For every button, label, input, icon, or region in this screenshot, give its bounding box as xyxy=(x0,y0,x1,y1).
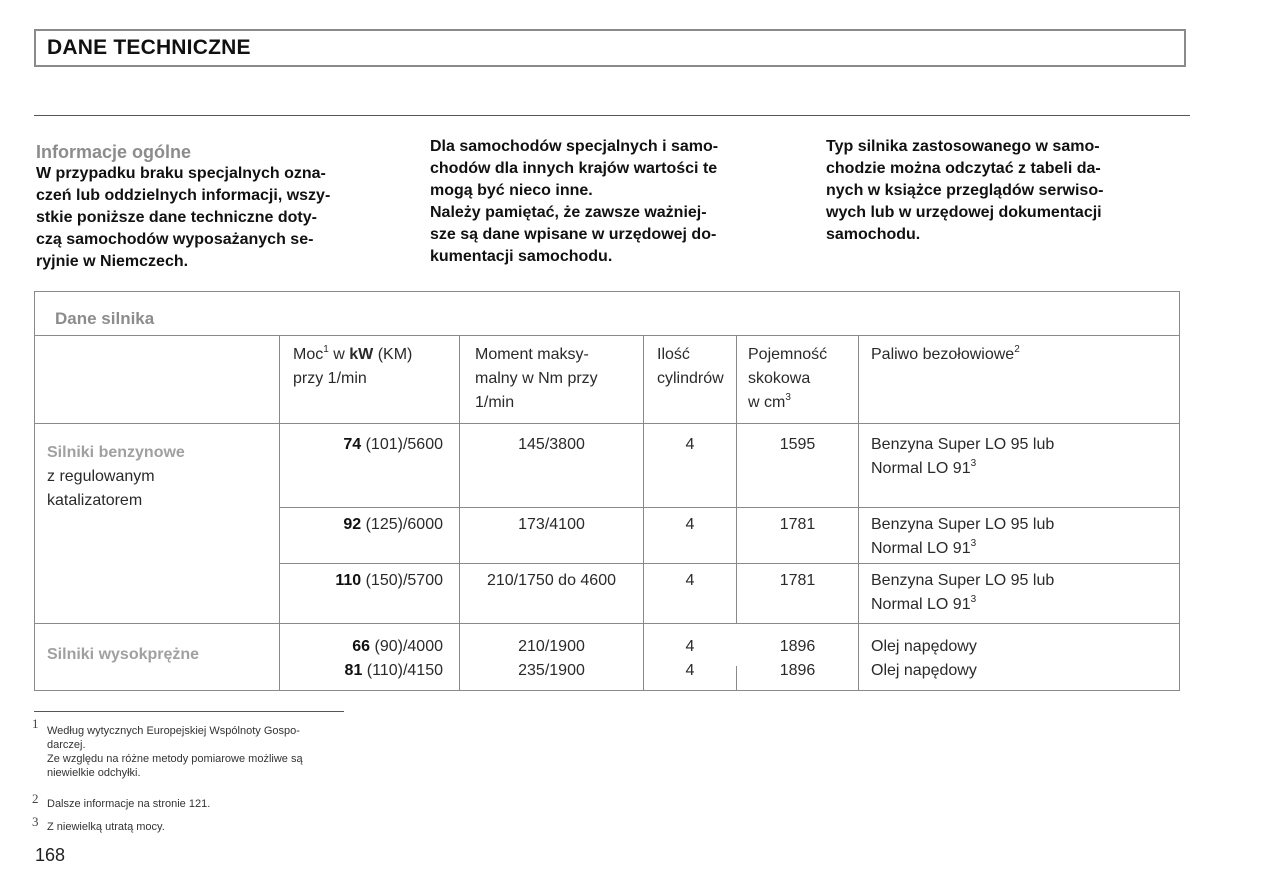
footnote-marker: 3 xyxy=(32,814,39,829)
footnote-marker: 1 xyxy=(32,716,39,731)
intro-col3-line: samochodu. xyxy=(826,226,921,243)
page-title: DANE TECHNICZNE xyxy=(47,36,251,59)
header-cylinders: Ilość cylindrów xyxy=(657,346,724,387)
intro-column-3 xyxy=(826,136,1192,246)
header-displacement: Pojemność skokowa w $cm^3$ xyxy=(748,346,828,411)
intro-col2-line: sze są dane wpisane w urzędowej do- xyxy=(430,226,717,243)
intro-col2-line: Dla samochodów specjalnych i samo- xyxy=(430,138,719,155)
intro-col1-line: czeń lub oddzielnych informacji, wszy- xyxy=(36,187,331,204)
cell-power: 66 (90)/4000 81 (110)/4150 xyxy=(344,638,443,679)
cell-fuel: Benzyna Super LO 95 lub Normal LO $91^3$ xyxy=(871,436,1055,477)
intro-column-1 xyxy=(36,136,388,273)
intro-col3-line: chodzie można odczytać z tabeli da- xyxy=(826,160,1101,177)
table-divider xyxy=(35,623,1179,624)
cell-power: 92 (125)/6000 xyxy=(343,516,443,533)
cell-power: 110 (150)/5700 xyxy=(335,572,443,589)
cell-cylinders: 4 xyxy=(685,572,695,589)
intro-col1-line: czą samochodów wyposażanych se- xyxy=(36,231,314,248)
cell-displacement: 1896 1896 xyxy=(779,638,816,679)
cell-displacement: 1781 xyxy=(779,572,816,589)
section-divider xyxy=(34,115,1190,116)
intro-col2-line: Należy pamiętać, że zawsze ważniej- xyxy=(430,204,707,221)
table-title: Dane silnika xyxy=(55,309,155,328)
intro-col3-line: nych w książce przeglądów serwiso- xyxy=(826,182,1104,199)
intro-col2-line: chodów dla innych krajów wartości te xyxy=(430,160,718,177)
footnote-divider xyxy=(34,711,344,712)
cell-cylinders: 4 4 xyxy=(685,638,695,679)
column-divider xyxy=(858,335,859,690)
cell-cylinders: 4 xyxy=(685,436,695,453)
cell-displacement: 1781 xyxy=(779,516,816,533)
engine-data-table xyxy=(34,291,1180,691)
table-divider xyxy=(279,507,1179,508)
intro-col1-line: stkie poniższe dane techniczne doty- xyxy=(36,209,317,226)
footnote-2: Dalsze informacje na stronie 121. xyxy=(47,798,211,810)
header-power: Moc$^1$ w kW (KM) przy 1/min xyxy=(293,344,413,387)
title-box xyxy=(34,29,1186,67)
footnote-marker: 2 xyxy=(32,791,39,806)
page-number: 168 xyxy=(35,845,66,865)
cell-torque: 173/4100 xyxy=(518,516,585,533)
cell-fuel: Benzyna Super LO 95 lub Normal LO $91^3$ xyxy=(871,516,1055,557)
footnote-3: Z niewielką utratą mocy. xyxy=(47,821,165,833)
header-torque: Moment maksy- malny w Nm przy 1/min xyxy=(475,346,598,411)
intro-col3-line: wych lub w urzędowej dokumentacji xyxy=(826,204,1102,221)
cell-fuel: Olej napędowy Olej napędowy xyxy=(871,638,977,679)
intro-col1-line: ryjnie w Niemczech. xyxy=(36,253,189,270)
footnote-1: Według wytycznych Europejskiej Wspólnoty Gospo- darczej. Ze względu na różne metody pomiarowe możliwe są niewielkie odchyłki. xyxy=(47,725,303,779)
cell-displacement: 1595 xyxy=(779,436,816,453)
column-divider xyxy=(279,335,280,690)
intro-col2-line: kumentacji samochodu. xyxy=(430,248,613,265)
group-petrol-engines: Silniki benzynowe z regulowanym katalizatorem xyxy=(47,444,185,509)
table-divider xyxy=(279,563,1179,564)
intro-col3-line: Typ silnika zastosowanego w samo- xyxy=(826,138,1100,155)
table-divider xyxy=(35,335,1179,336)
table-divider xyxy=(35,423,1179,424)
group-diesel-engines: Silniki wysokprężne xyxy=(47,646,200,663)
cell-cylinders: 4 xyxy=(685,516,695,533)
intro-col1-line: W przypadku braku specjalnych ozna- xyxy=(36,165,326,182)
cell-torque: 210/1750 do 4600 xyxy=(486,572,616,589)
intro-col2-line: mogą być nieco inne. xyxy=(430,182,593,199)
cell-torque: 210/1900 235/1900 xyxy=(518,638,585,679)
header-fuel: Paliwo bezołowiowe$^2$ xyxy=(871,344,1020,363)
cell-power: 74 (101)/5600 xyxy=(343,436,443,453)
cell-torque: 145/3800 xyxy=(518,436,585,453)
intro-column-2 xyxy=(430,136,792,268)
general-info-heading: Informacje ogólne xyxy=(36,142,192,162)
cell-fuel: Benzyna Super LO 95 lub Normal LO $91^3$ xyxy=(871,572,1055,613)
